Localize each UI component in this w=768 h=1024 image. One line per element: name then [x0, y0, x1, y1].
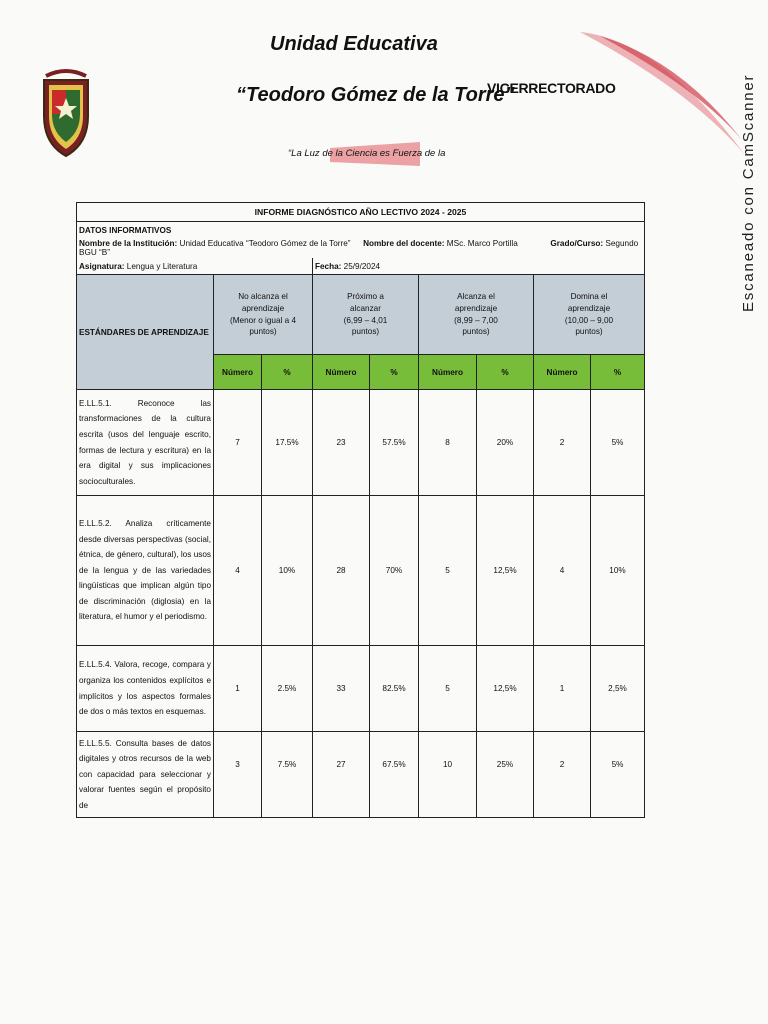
col-number-header: Número — [419, 355, 477, 390]
subject-label: Asignatura: — [79, 261, 125, 271]
level-header-mastered: Domina el aprendizaje (10,00 – 9,00 puntos) — [534, 275, 645, 355]
subject-value: Lengua y Literatura — [126, 261, 198, 271]
level-header-not-reached: No alcanza el aprendizaje (Menor o igual a 4 puntos) — [214, 275, 313, 355]
col-number-header: Número — [534, 355, 591, 390]
cell-value: 20% — [477, 390, 534, 496]
diagnostic-report-table — [76, 202, 645, 818]
cell-value: 7.5% — [262, 732, 313, 818]
cell-value: 33 — [313, 646, 370, 732]
cell-value: 5% — [591, 390, 645, 496]
table-row — [77, 496, 645, 646]
cell-value: 25% — [477, 732, 534, 818]
col-percent-header: % — [477, 355, 534, 390]
standard-text: E.LL.5.5. Consulta bases de datos digitales y otros recursos de la web con capacidad para seleccionar y valorar fuentes según el propósito de — [77, 732, 214, 818]
cell-value: 1 — [534, 646, 591, 732]
cell-value: 27 — [313, 732, 370, 818]
decorative-swoosh-icon — [570, 20, 750, 160]
cell-value: 70% — [370, 496, 419, 646]
info-line-subject — [77, 258, 313, 275]
school-motto: “La Luz de la Ciencia es Fuerza de la — [288, 148, 446, 159]
cell-value: 2 — [534, 732, 591, 818]
col-number-header: Número — [313, 355, 370, 390]
cell-value: 57.5% — [370, 390, 419, 496]
cell-value: 82.5% — [370, 646, 419, 732]
cell-value: 10% — [262, 496, 313, 646]
table-row — [77, 732, 645, 818]
cell-value: 2.5% — [262, 646, 313, 732]
cell-value: 23 — [313, 390, 370, 496]
col-percent-header: % — [591, 355, 645, 390]
cell-value: 4 — [534, 496, 591, 646]
grade-value: Segundo BGU “B” — [79, 239, 639, 257]
cell-value: 5 — [419, 496, 477, 646]
teacher-value: MSc. Marco Portilla — [446, 239, 518, 248]
cell-value: 28 — [313, 496, 370, 646]
standard-text: E.LL.5.2. Analiza críticamente desde diversas perspectivas (social, étnica, de género, cultural), los usos de la lengua y de las variedades lingüísticas que implican algún tipo de discriminación (diglosia) en la literatura, el humor y el periodismo. — [77, 496, 214, 646]
cell-value: 8 — [419, 390, 477, 496]
teacher-label: Nombre del docente: — [363, 239, 445, 248]
table-row — [77, 390, 645, 496]
date-label: Fecha: — [315, 261, 342, 271]
cell-value: 67.5% — [370, 732, 419, 818]
info-line-institution — [77, 238, 645, 258]
department-title: VICERRECTORADO — [487, 80, 616, 96]
cell-value: 3 — [214, 732, 262, 818]
standard-text: E.LL.5.1. Reconoce las transformaciones de la cultura escrita (usos del lenguaje escrito, formas de lectura y escritura) en la era digital y sus implicaciones socioculturales. — [77, 390, 214, 496]
col-number-header: Número — [214, 355, 262, 390]
cell-value: 4 — [214, 496, 262, 646]
report-title: INFORME DIAGNÓSTICO AÑO LECTIVO 2024 - 2025 — [77, 203, 645, 222]
cell-value: 2 — [534, 390, 591, 496]
table-row — [77, 646, 645, 732]
cell-value: 10 — [419, 732, 477, 818]
cell-value: 5 — [419, 646, 477, 732]
school-name-line1: Unidad Educativa — [270, 33, 438, 55]
cell-value: 7 — [214, 390, 262, 496]
institution-label: Nombre de la Institución: — [79, 239, 178, 248]
section-heading: DATOS INFORMATIVOS — [77, 222, 645, 239]
cell-value: 12,5% — [477, 646, 534, 732]
cell-value: 10% — [591, 496, 645, 646]
standards-header: ESTÁNDARES DE APRENDIZAJE — [77, 275, 214, 390]
level-header-near: Próximo a alcanzar (6,99 – 4,01 puntos) — [313, 275, 419, 355]
cell-value: 1 — [214, 646, 262, 732]
scanner-watermark: Escaneado con CamScanner — [740, 73, 757, 312]
date-value: 25/9/2024 — [343, 261, 381, 271]
standard-text: E.LL.5.4. Valora, recoge, compara y organiza los contenidos explícitos e implícitos y los aspectos formales de dos o más textos en esquemas. — [77, 646, 214, 732]
level-header-reached: Alcanza el aprendizaje (8,99 – 7,00 puntos) — [419, 275, 534, 355]
col-percent-header: % — [262, 355, 313, 390]
info-line-date — [313, 258, 645, 275]
cell-value: 12,5% — [477, 496, 534, 646]
cell-value: 2,5% — [591, 646, 645, 732]
institution-value: Unidad Educativa “Teodoro Gómez de la Torre” — [179, 239, 351, 248]
cell-value: 5% — [591, 732, 645, 818]
school-crest-icon — [40, 66, 92, 158]
cell-value: 17.5% — [262, 390, 313, 496]
school-name-line2: “Teodoro Gómez de la Torre” — [236, 84, 515, 106]
grade-label: Grado/Curso: — [550, 239, 604, 248]
col-percent-header: % — [370, 355, 419, 390]
